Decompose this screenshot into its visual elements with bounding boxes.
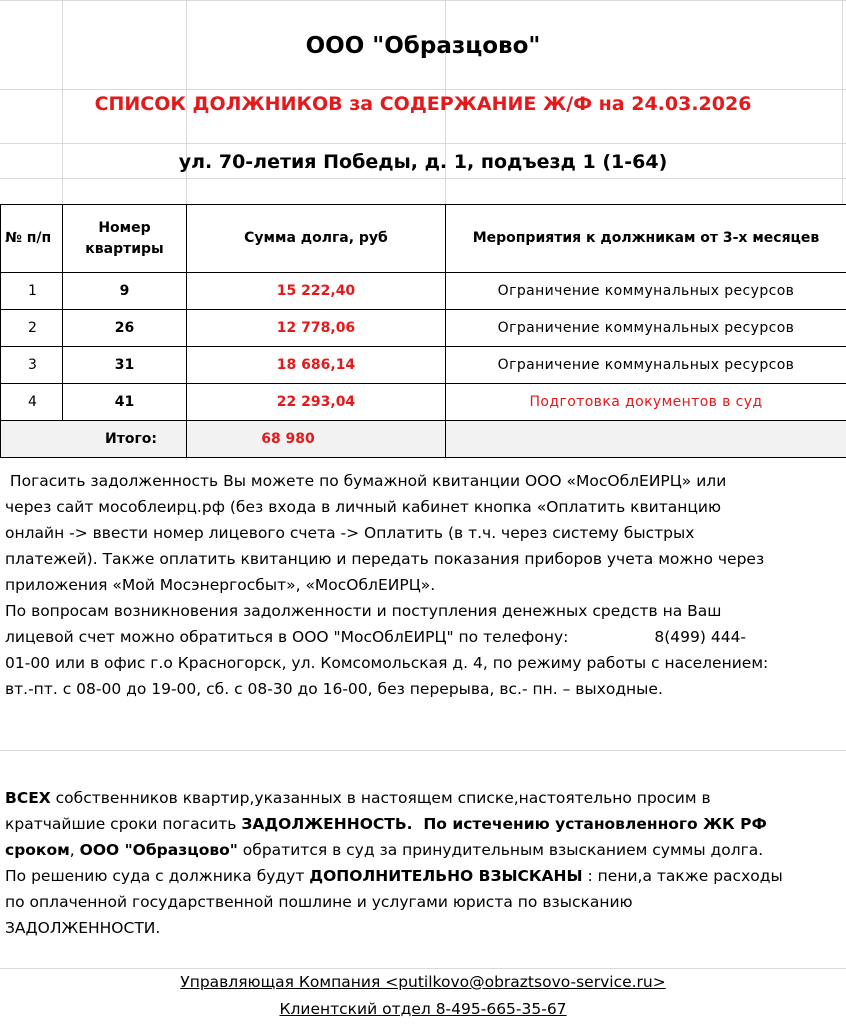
grid-line: [0, 89, 846, 90]
client-department-phone[interactable]: Клиентский отдел 8-495-665-35-67: [279, 1000, 567, 1018]
appeal-bold: сроком: [5, 841, 70, 859]
grid-line: [0, 968, 846, 969]
total-empty-cell: [446, 421, 846, 458]
row-no: 2: [1, 310, 63, 347]
info-line: [5, 624, 843, 650]
debtors-table: [0, 204, 846, 458]
info-line: платежей). Также оплатить квитанцию и передать показания приборов учета можно через: [5, 550, 765, 568]
table-header-row: [1, 205, 846, 273]
total-row: [1, 421, 846, 458]
appeal-text: ,: [69, 841, 80, 859]
row-no: 4: [1, 384, 63, 421]
grid-line: [0, 178, 846, 179]
row-no: 3: [1, 347, 63, 384]
row-apartment: 9: [63, 273, 187, 310]
info-phone-number: 8(499) 444-: [654, 628, 747, 646]
appeal-text: По решению суда с должника будут: [5, 867, 310, 885]
grid-line: [0, 143, 846, 144]
payment-info: [5, 468, 843, 702]
info-line: Погасить задолженность Вы можете по бумажной квитанции ООО «МосОблЕИРЦ» или: [5, 472, 727, 490]
info-line: 01-00 или в офис г.о Красногорск, ул. Комсомольская д. 4, по режиму работы с населением:: [5, 654, 769, 672]
address: ул. 70-летия Победы, д. 1, подъезд 1 (1-64): [178, 151, 668, 173]
appeal-text: собственников квартир,указанных в настоящем списке,настоятельно просим в: [50, 789, 711, 807]
row-action: Ограничение коммунальных ресурсов: [446, 310, 846, 347]
appeal-text: обратится в суд за принудительным взысканием суммы долга.: [237, 841, 764, 859]
table-row: [1, 347, 846, 384]
info-line: через сайт мособлеирц.рф (без входа в личный кабинет кнопка «Оплатить квитанцию: [5, 498, 722, 516]
row-apartment: 26: [63, 310, 187, 347]
table-row: [1, 384, 846, 421]
header-no: № п/п: [1, 205, 63, 273]
appeal-line: по оплаченной государственной пошлине и услугами юриста по взысканию: [5, 893, 633, 911]
appeal-bold: ЗАДОЛЖЕННОСТЬ.: [241, 815, 413, 833]
list-title: СПИСОК ДОЛЖНИКОВ за СОДЕРЖАНИЕ Ж/Ф на 24.03.2026: [94, 93, 752, 115]
row-debt-sum: 22 293,04: [187, 384, 446, 421]
appeal-bold: ДОПОЛНИТЕЛЬНО ВЗЫСКАНЫ: [309, 867, 583, 885]
grid-line: [0, 0, 846, 1]
row-debt-sum: 12 778,06: [187, 310, 446, 347]
header-action: Мероприятия к должникам от 3-х месяцев: [446, 205, 846, 273]
info-phone-text: лицевой счет можно обратиться в ООО "МосОблЕИРЦ" по телефону:: [5, 628, 569, 646]
table-row: [1, 273, 846, 310]
appeal-text: : пени,а также расходы: [582, 867, 783, 885]
header-sum: Сумма долга, руб: [187, 205, 446, 273]
appeal-bold: ВСЕХ: [5, 789, 51, 807]
info-line: По вопросам возникновения задолженности и поступления денежных средств на Ваш: [5, 602, 722, 620]
row-debt-sum: 15 222,40: [187, 273, 446, 310]
row-apartment: 31: [63, 347, 187, 384]
info-line: онлайн -> ввести номер лицевого счета -> Оплатить (в т.ч. через систему быстрых: [5, 524, 695, 542]
appeal-line: [5, 811, 843, 837]
row-action: Ограничение коммунальных ресурсов: [446, 273, 846, 310]
header-apartment-line2: квартиры: [85, 240, 164, 257]
row-debt-sum: 18 686,14: [187, 347, 446, 384]
grid-line: [0, 750, 846, 751]
table-row: [1, 310, 846, 347]
row-action: Ограничение коммунальных ресурсов: [446, 347, 846, 384]
appeal-line: [5, 785, 843, 811]
management-company-link[interactable]: Управляющая Компания <putilkovo@obraztsovo-service.ru>: [180, 973, 666, 991]
appeal-text: кратчайшие сроки погасить: [5, 815, 242, 833]
row-apartment: 41: [63, 384, 187, 421]
company-name: ООО "Образцово": [305, 33, 541, 59]
total-value: 68 980: [187, 421, 446, 458]
row-action: Подготовка документов в суд: [446, 384, 846, 421]
header-apartment: [63, 205, 187, 273]
appeal-line: [5, 863, 843, 889]
appeal-line: ЗАДОЛЖЕННОСТИ.: [5, 919, 161, 937]
total-label: Итого:: [1, 421, 187, 458]
appeal-line: [5, 837, 843, 863]
row-no: 1: [1, 273, 63, 310]
header-apartment-line1: Номер: [98, 219, 151, 236]
info-line: вт.-пт. с 08-00 до 19-00, сб. с 08-30 до 16-00, без перерыва, вс.- пн. – выходные.: [5, 680, 663, 698]
appeal-notice: [5, 785, 843, 941]
info-line: приложения «Мой Мосэнергосбыт», «МосОблЕИРЦ».: [5, 576, 436, 594]
appeal-bold: По истечению установленного ЖК РФ: [412, 815, 767, 833]
appeal-bold: ООО "Образцово": [79, 841, 238, 859]
